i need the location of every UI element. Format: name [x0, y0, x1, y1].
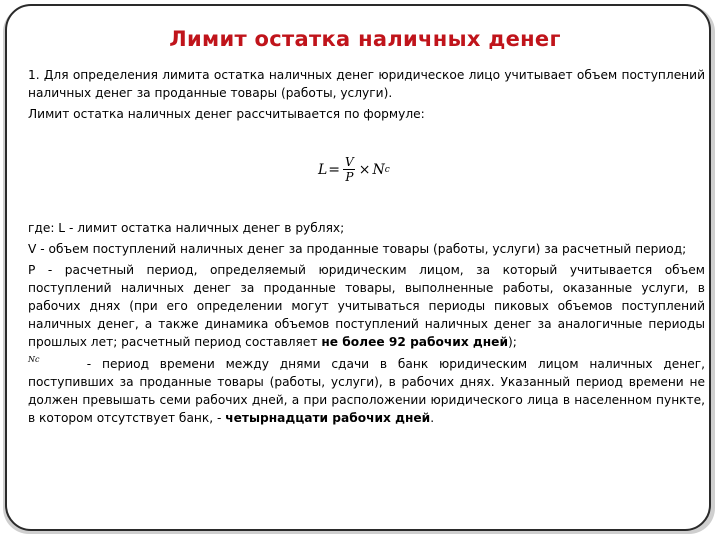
paragraph-formula-intro: Лимит остатка наличных денег рассчитывается по формуле: [28, 107, 425, 121]
definition-V: V - объем поступлений наличных денег за проданные товары (работы, услуги) за расчетный период; [28, 242, 687, 256]
definition-L: где: L - лимит остатка наличных денег в рублях; [28, 221, 345, 235]
definition-P-bold: не более 92 рабочих дней [321, 335, 508, 349]
formula-block [28, 123, 705, 219]
formula-n-subscript: c [384, 164, 390, 175]
definition-N-end: . [430, 411, 435, 425]
formula-n: N [372, 161, 385, 178]
formula-numerator: V [345, 155, 354, 169]
slide-content [28, 66, 705, 427]
formula-lhs: L [318, 161, 328, 178]
content-card [5, 4, 711, 531]
formula-denominator: P [345, 170, 354, 184]
formula-fraction [343, 155, 356, 184]
definition-N-symbol: Nc [28, 355, 40, 364]
definition-N [28, 351, 705, 427]
definition-P [28, 261, 705, 351]
definition-P-text: P - расчетный период, определяемый юридическим лицом, за который учитывается объем поступлений наличных денег за проданные товары, выполненные работы, оказанные услуги, в рабочих днях (при его определении могут учитываться периоды пиковых объемов поступлений наличных денег, а также динамика объемов поступлений наличных денег за аналогичные периоды прошлых лет; расчетный период составляет [28, 263, 705, 349]
slide-title: Лимит остатка наличных денег [169, 27, 561, 51]
definition-N-bold: четырнадцати рабочих дней [225, 411, 431, 425]
formula-times: × [358, 161, 371, 178]
definition-N-text: - период времени между днями сдачи в банк юридическим лицом наличных денег, поступивших за проданные товары (работы, услуги), в рабочих днях. Указанный период времени не должен превышать семи рабочих дней, а при расположении юридического лица в населенном пункте, в котором отсутствует банк, - [28, 357, 705, 425]
definition-P-end: ); [508, 335, 517, 349]
formula [318, 155, 390, 184]
formula-equals: = [328, 161, 341, 178]
paragraph-intro: 1. Для определения лимита остатка наличных денег юридическое лицо учитывает объем поступлений наличных денег за проданные товары (работы, услуги). [28, 68, 705, 100]
